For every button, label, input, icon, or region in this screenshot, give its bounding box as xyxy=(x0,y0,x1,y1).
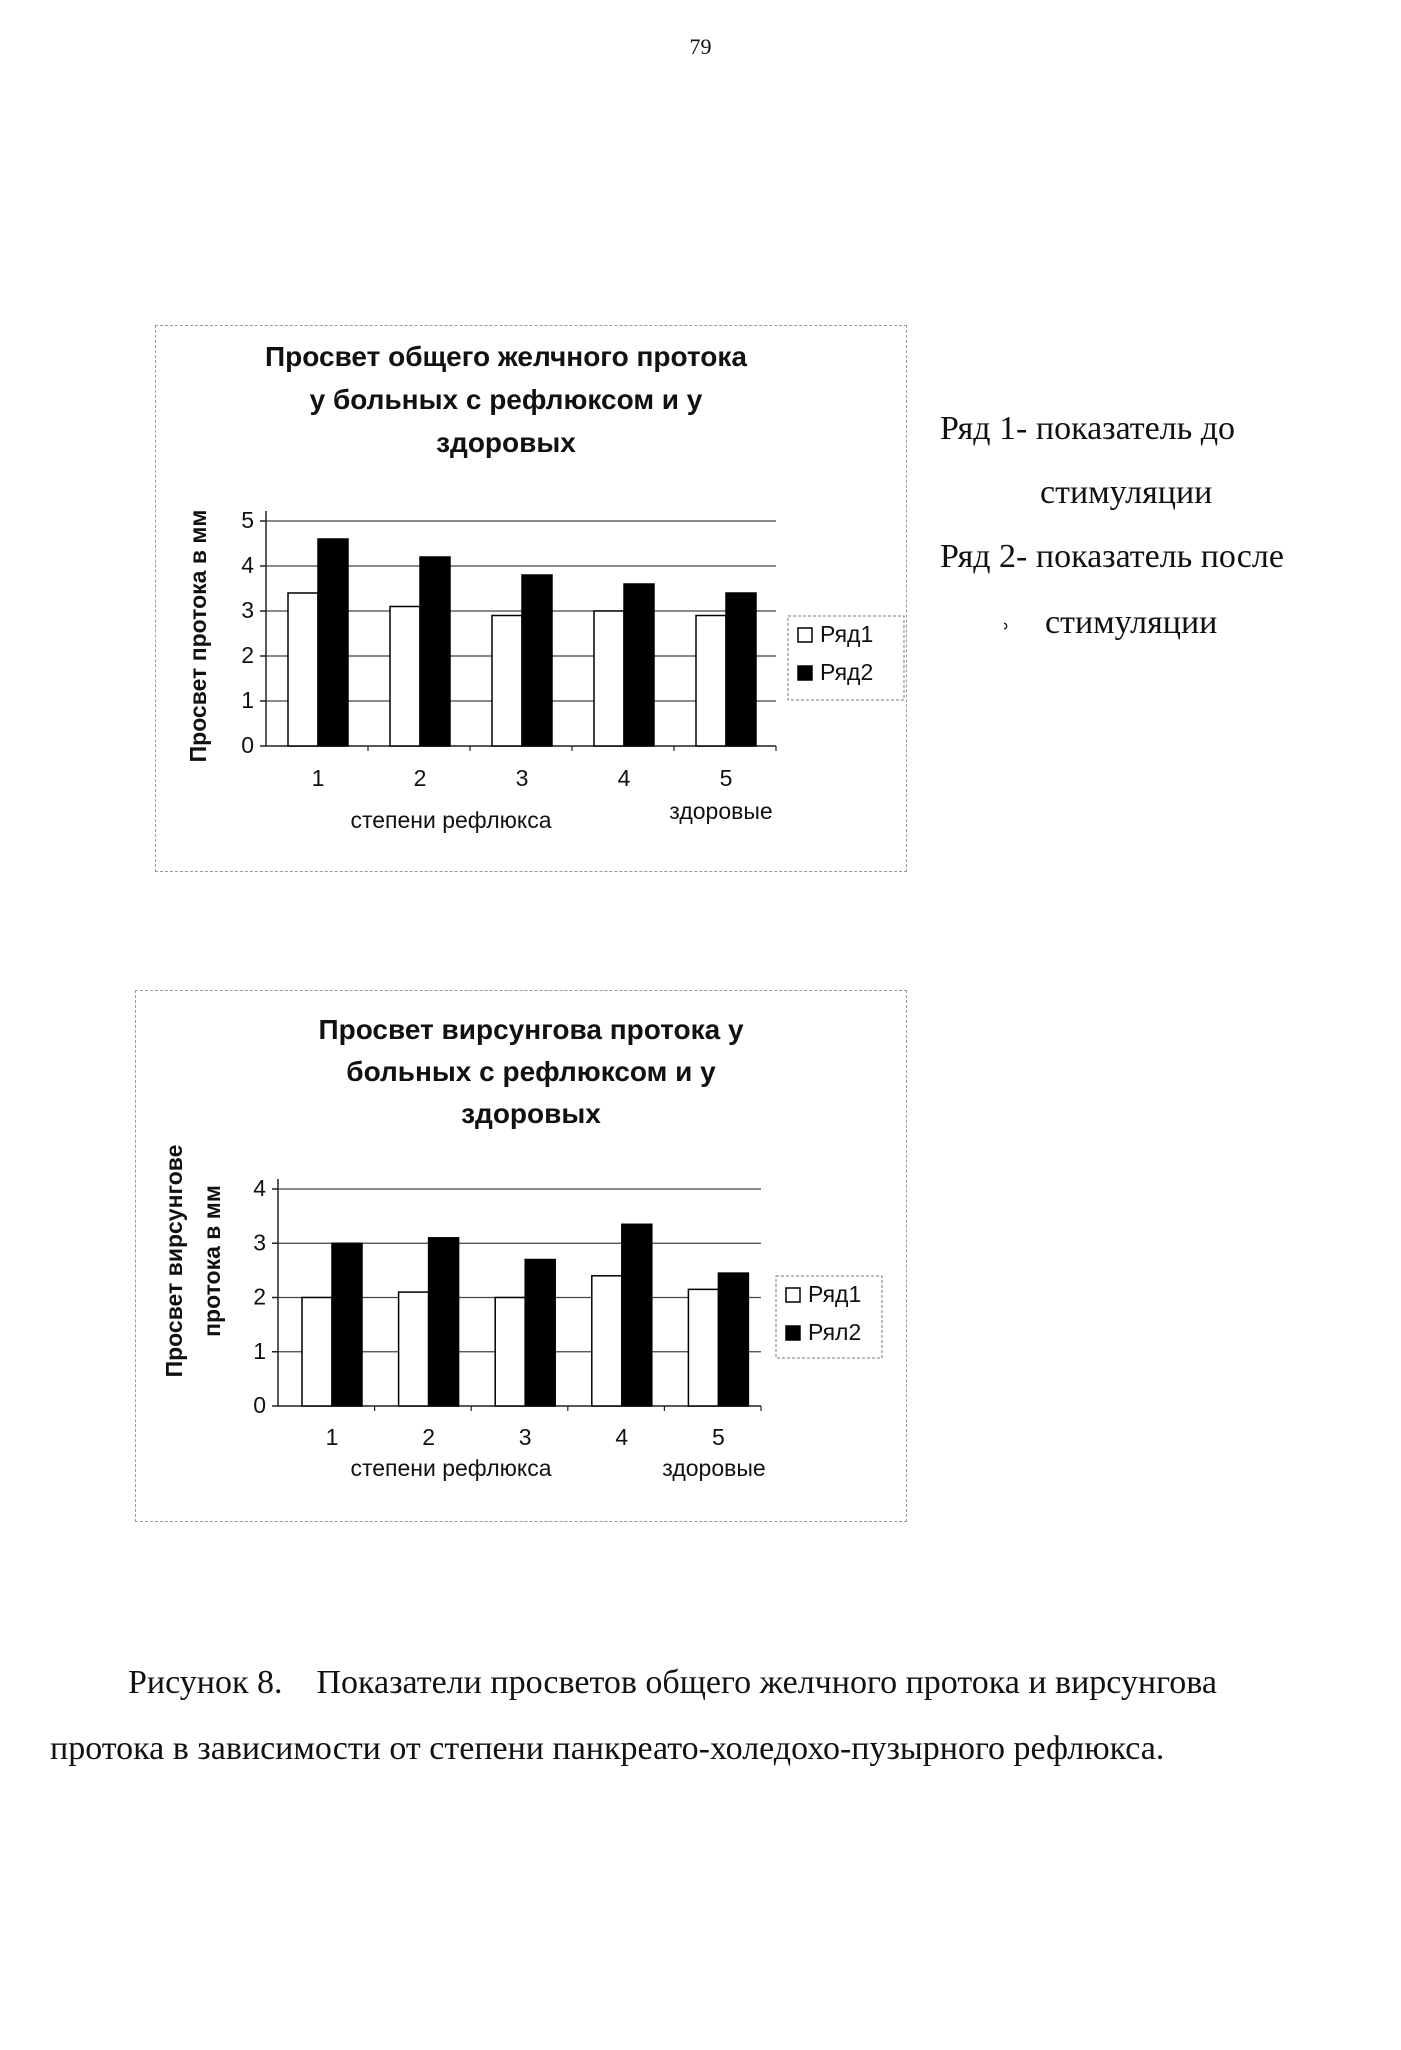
chart2-bar-s1-3 xyxy=(495,1298,525,1407)
chart1-x-tick-label-3: 3 xyxy=(515,765,529,791)
chart1-y-axis-label: Просвет протока в мм xyxy=(185,509,211,763)
chart1-bar-s1-2 xyxy=(390,607,420,747)
series-note-line-2: стимуляции xyxy=(1040,474,1213,511)
chart2-bar-s2-4 xyxy=(622,1224,652,1406)
chart1-bar-s1-3 xyxy=(492,616,522,747)
caption-text-line-1: Показатели просветов общего желчного протока и вирсунгова xyxy=(316,1664,1217,1701)
chart1-x-tick-label-4: 4 xyxy=(617,765,631,791)
figure-caption xyxy=(50,1650,1350,1782)
chart2-bar-s1-5 xyxy=(688,1289,718,1406)
chart2-bar-s2-2 xyxy=(429,1238,459,1406)
caption-label: Рисунок 8. xyxy=(128,1664,283,1701)
chart2-bar-s2-1 xyxy=(332,1243,362,1406)
chart1-y-tick-label-3: 3 xyxy=(241,597,254,623)
series-note-line-3: Ряд 2- показатель после xyxy=(940,538,1284,575)
chart1-bar-s1-5 xyxy=(696,616,726,747)
series-note-bullet: ˒ xyxy=(1000,602,1012,639)
chart2-bar-s2-5 xyxy=(718,1273,748,1406)
chart1-y-tick-label-2: 2 xyxy=(241,642,254,668)
chart1-bar-s2-5 xyxy=(726,593,756,746)
chart1-bar-s1-4 xyxy=(594,611,624,746)
chart2-x-tick-label-4: 4 xyxy=(615,1424,629,1450)
chart2-bar-s1-2 xyxy=(399,1292,429,1406)
chart-common-bile-duct xyxy=(155,325,907,872)
chart-wirsung-duct xyxy=(135,990,907,1522)
chart1-bar-s2-4 xyxy=(624,584,654,746)
chart2-x-axis-label-healthy: здоровые xyxy=(662,1455,766,1481)
chart1-title-line-2: у больных с рефлюксом и у xyxy=(309,384,703,415)
chart-wirsung-duct-svg xyxy=(136,991,906,1521)
chart1-x-tick-label-5: 5 xyxy=(719,765,733,791)
chart2-title-line-2: больных с рефлюксом и у xyxy=(346,1056,716,1087)
chart1-y-tick-label-0: 0 xyxy=(241,732,254,758)
chart1-title-line-1: Просвет общего желчного протока xyxy=(265,341,747,372)
chart2-title-line-1: Просвет вирсунгова протока у xyxy=(318,1014,744,1045)
chart1-title-line-3: здоровых xyxy=(436,427,576,458)
chart1-bar-s2-2 xyxy=(420,557,450,746)
chart2-legend-swatch-2 xyxy=(786,1326,800,1340)
caption-text-line-2: протока в зависимости от степени панкреато-холедохо-пузырного рефлюкса. xyxy=(50,1730,1165,1767)
chart2-x-tick-label-3: 3 xyxy=(518,1424,532,1450)
chart2-legend-label-1: Ряд1 xyxy=(808,1281,862,1307)
chart2-y-axis-label-line-1: Просвет вирсунгове xyxy=(161,1144,187,1378)
series-note-line-1: Ряд 1- показатель до xyxy=(940,410,1236,447)
chart2-y-tick-label-0: 0 xyxy=(253,1392,266,1418)
chart1-legend-swatch-2 xyxy=(798,666,812,680)
chart2-x-tick-label-2: 2 xyxy=(422,1424,435,1450)
chart2-legend-swatch-1 xyxy=(786,1288,800,1302)
chart1-x-axis-label-healthy: здоровые xyxy=(669,798,773,824)
chart2-y-tick-label-1: 1 xyxy=(253,1337,266,1364)
chart2-title-line-3: здоровых xyxy=(461,1098,601,1129)
chart1-legend-swatch-1 xyxy=(798,628,812,642)
chart1-x-tick-label-2: 2 xyxy=(413,765,427,791)
series-note-line-4: стимуляции xyxy=(1045,604,1218,641)
chart2-y-tick-label-2: 2 xyxy=(253,1283,266,1310)
chart2-bar-s1-1 xyxy=(302,1298,332,1407)
chart2-bar-s1-4 xyxy=(592,1276,622,1406)
chart1-bar-s2-3 xyxy=(522,575,552,746)
chart1-y-tick-label-1: 1 xyxy=(241,687,254,713)
page-number: 79 xyxy=(689,34,712,59)
chart-common-bile-duct-svg xyxy=(156,326,906,871)
chart2-y-tick-label-3: 3 xyxy=(253,1229,266,1256)
chart2-y-axis-label-line-2: протока в мм xyxy=(199,1185,225,1337)
chart1-legend-label-2: Ряд2 xyxy=(820,659,874,685)
chart1-legend-label-1: Ряд1 xyxy=(820,621,874,647)
chart2-bar-s2-3 xyxy=(525,1260,555,1406)
chart1-y-tick-label-5: 5 xyxy=(241,507,254,533)
chart2-x-tick-label-1: 1 xyxy=(325,1424,339,1450)
chart1-bar-s2-1 xyxy=(318,539,348,746)
chart1-y-tick-label-4: 4 xyxy=(241,552,254,578)
chart2-legend-label-2: Рял2 xyxy=(808,1319,862,1345)
chart1-bar-s1-1 xyxy=(288,593,318,746)
chart1-x-tick-label-1: 1 xyxy=(311,765,325,791)
chart2-y-tick-label-4: 4 xyxy=(253,1175,266,1201)
chart2-x-axis-label: степени рефлюкса xyxy=(350,1455,552,1481)
chart2-x-tick-label-5: 5 xyxy=(712,1424,725,1450)
chart1-x-axis-label: степени рефлюкса xyxy=(350,807,552,833)
